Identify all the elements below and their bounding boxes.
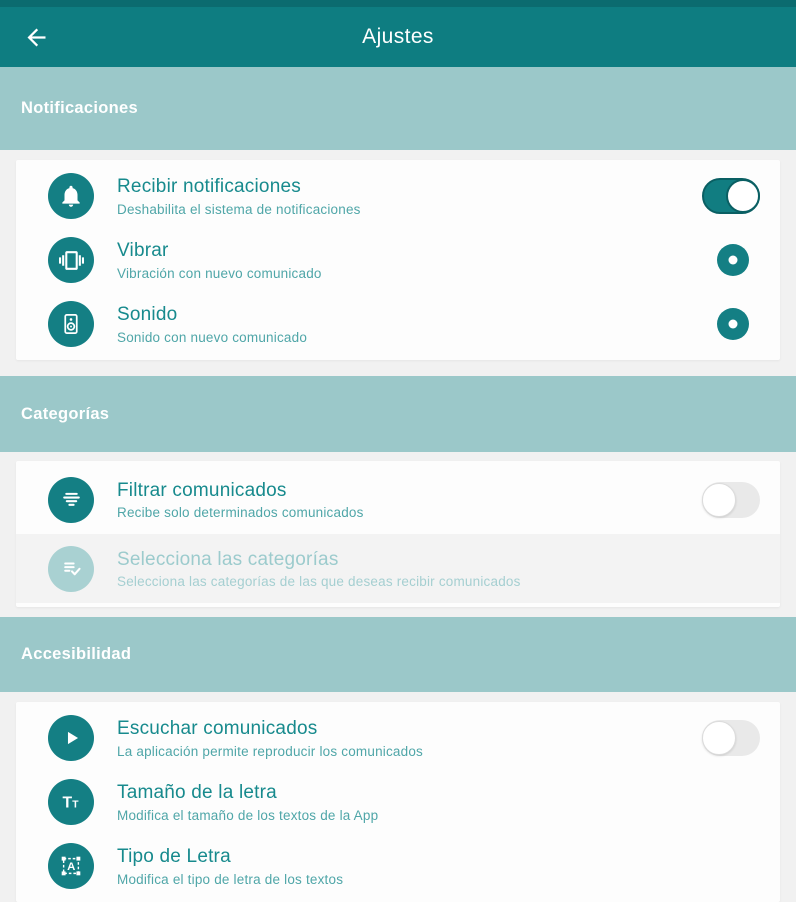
card-categorias: [16, 461, 780, 607]
toggle-recibir-notificaciones[interactable]: [702, 178, 760, 214]
play-icon: [48, 715, 94, 761]
svg-text:T: T: [72, 799, 79, 811]
vibration-icon: [48, 237, 94, 283]
setting-subtitle: Vibración con nuevo comunicado: [117, 265, 322, 281]
page-title: Ajustes: [362, 25, 434, 48]
section-label: Accesibilidad: [21, 645, 132, 663]
setting-texts: [117, 717, 702, 759]
setting-texts: [117, 303, 717, 345]
row-escuchar-comunicados[interactable]: [16, 706, 780, 770]
section-header-notificaciones: [0, 67, 796, 150]
setting-title: Selecciona las categorías: [117, 548, 339, 570]
radio-vibrar[interactable]: [717, 244, 749, 276]
section-header-accesibilidad: [0, 617, 796, 692]
setting-title: Escuchar comunicados: [117, 718, 318, 740]
row-tipo-letra[interactable]: [16, 834, 780, 898]
setting-title: Filtrar comunicados: [117, 479, 287, 501]
font-type-icon: [48, 843, 94, 889]
row-tamano-letra[interactable]: [16, 770, 780, 834]
row-recibir-notificaciones[interactable]: [16, 164, 780, 228]
setting-subtitle: Modifica el tipo de letra de los textos: [117, 871, 344, 887]
section-label: Categorías: [21, 404, 110, 423]
toggle-filtrar-comunicados[interactable]: [702, 482, 760, 518]
toggle-thumb: [702, 483, 736, 517]
setting-subtitle: Modifica el tamaño de los textos de la App: [117, 807, 379, 823]
toggle-thumb: [726, 179, 760, 213]
card-accesibilidad: [16, 702, 780, 902]
arrow-left-icon: [23, 24, 50, 51]
setting-texts: [117, 175, 702, 217]
setting-subtitle: Sonido con nuevo comunicado: [117, 329, 308, 345]
speaker-icon: [48, 301, 94, 347]
row-vibrar[interactable]: [16, 228, 780, 292]
setting-title: Recibir notificaciones: [117, 176, 301, 198]
playlist-check-icon: [48, 546, 94, 592]
app-bar: [0, 7, 796, 67]
row-sonido[interactable]: [16, 292, 780, 356]
svg-text:A: A: [67, 861, 76, 874]
setting-subtitle: Recibe solo determinados comunicados: [117, 505, 364, 521]
setting-texts: [117, 548, 760, 590]
setting-title: Tamaño de la letra: [117, 782, 277, 804]
setting-subtitle: Deshabilita el sistema de notificaciones: [117, 201, 361, 217]
section-header-categorias: [0, 376, 796, 452]
section-label: Notificaciones: [21, 99, 138, 117]
back-button[interactable]: [12, 13, 60, 61]
toggle-thumb: [702, 721, 736, 755]
setting-subtitle: Selecciona las categorías de las que deseas recibir comunicados: [117, 574, 521, 590]
text-size-icon: [48, 779, 94, 825]
card-notificaciones: [16, 160, 780, 360]
status-bar: [0, 0, 796, 7]
row-filtrar-comunicados[interactable]: [16, 465, 780, 534]
setting-texts: [117, 239, 717, 281]
bell-icon: [48, 173, 94, 219]
row-selecciona-categorias: [16, 534, 780, 603]
setting-texts: [117, 479, 702, 521]
setting-texts: [117, 781, 760, 823]
radio-sonido[interactable]: [717, 308, 749, 340]
filter-list-icon: [48, 477, 94, 523]
setting-texts: [117, 845, 760, 887]
setting-subtitle: La aplicación permite reproducir los comunicados: [117, 743, 423, 759]
toggle-escuchar-comunicados[interactable]: [702, 720, 760, 756]
setting-title: Vibrar: [117, 240, 169, 262]
setting-title: Sonido: [117, 304, 178, 326]
setting-title: Tipo de Letra: [117, 846, 231, 868]
svg-text:T: T: [62, 794, 73, 812]
